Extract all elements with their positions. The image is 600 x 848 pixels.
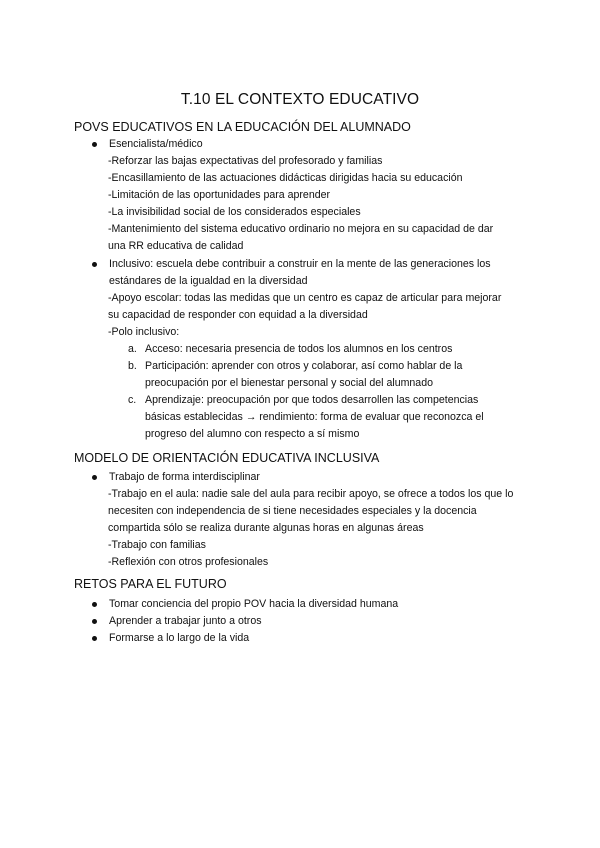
list-item-line: -La invisibilidad social de los considerados especiales [108,206,361,218]
bullet-icon [92,475,97,480]
sublist-marker: c. [128,394,137,406]
bullet-icon [92,636,97,641]
list-item-line: -Reflexión con otros profesionales [108,556,269,568]
sublist-marker: a. [128,343,137,355]
list-item-line: -Polo inclusivo: [108,326,180,338]
list-item-line: necesiten con independencia de si tiene necesidades especiales y la docencia [108,505,477,517]
sublist-item-acceso: Acceso: necesaria presencia de todos los alumnos en los centros [145,343,453,355]
list-item-tomar-conciencia: Tomar conciencia del propio POV hacia la diversidad humana [109,598,399,610]
section-heading-retos: RETOS PARA EL FUTURO [74,577,227,591]
list-item-esencialista: Esencialista/médico [109,138,203,150]
bullet-icon [92,602,97,607]
sublist-marker: b. [128,360,137,372]
list-item-line: -Trabajo en el aula: nadie sale del aula para recibir apoyo, se ofrece a todos los que lo [108,488,514,500]
list-item-line: -Trabajo con familias [108,539,206,551]
list-item-line: -Encasillamiento de las actuaciones didácticas dirigidas hacia su educación [108,172,463,184]
sublist-item-line: básicas establecidas → rendimiento: forma de evaluar que reconozca el [145,411,484,423]
list-item-line: su capacidad de responder con equidad a la diversidad [108,309,368,321]
list-item-formarse: Formarse a lo largo de la vida [109,632,250,644]
list-item-aprender: Aprender a trabajar junto a otros [109,615,262,627]
list-item-line: compartida sólo se realiza durante algunas horas en algunas áreas [108,522,424,534]
bullet-icon [92,619,97,624]
list-item-inclusivo: Inclusivo: escuela debe contribuir a construir en la mente de las generaciones los [109,258,491,270]
bullet-icon [92,142,97,147]
sublist-item-participacion: Participación: aprender con otros y colaborar, así como hablar de la [145,360,463,372]
list-item-line: -Reforzar las bajas expectativas del profesorado y familias [108,155,383,167]
list-item-line: estándares de la igualdad en la diversidad [109,275,308,287]
list-item-line: -Apoyo escolar: todas las medidas que un centro es capaz de articular para mejorar [108,292,502,304]
sublist-item-line: preocupación por el bienestar personal y social del alumnado [145,377,433,389]
bullet-icon [92,262,97,267]
section-heading-modelo: MODELO DE ORIENTACIÓN EDUCATIVA INCLUSIVA [74,451,380,465]
page-title: T.10 EL CONTEXTO EDUCATIVO [180,91,420,108]
list-item-line: -Mantenimiento del sistema educativo ordinario no mejora en su capacidad de dar [108,223,494,235]
list-item-line: -Limitación de las oportunidades para aprender [108,189,331,201]
section-heading-povs: POVS EDUCATIVOS EN LA EDUCACIÓN DEL ALUMNADO [74,120,411,134]
sublist-item-line: progreso del alumno con respecto a sí mismo [145,428,360,440]
list-item-trabajo: Trabajo de forma interdisciplinar [109,471,260,483]
sublist-item-aprendizaje: Aprendizaje: preocupación por que todos desarrollen las competencias [145,394,479,406]
list-item-line: una RR educativa de calidad [108,240,244,252]
